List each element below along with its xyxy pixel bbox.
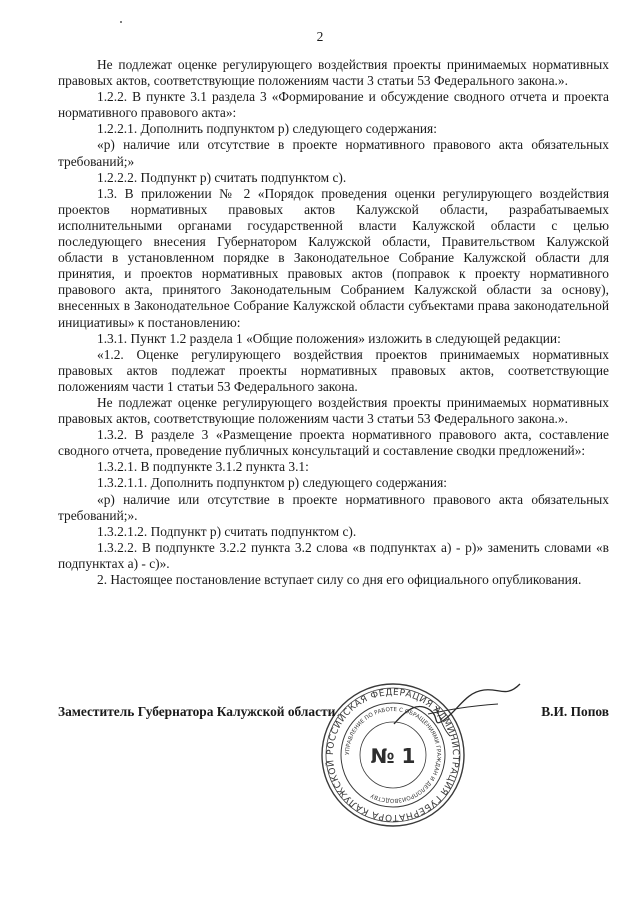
signature-icon [388,680,528,740]
scan-speck [120,21,122,23]
paragraph: 1.3.1. Пункт 1.2 раздела 1 «Общие положения» изложить в следующей редакции: [97,330,561,346]
paragraph: Не подлежат оценке регулирующего воздействия проекты принимаемых нормативных правовых актов, соответствующие положениям части 3 статьи 53 Федерального закона.». [58,394,609,427]
paragraph: 1.3.2.2. В подпункте 3.2.2 пункта 3.2 слова «в подпунктах а) - р)» заменить словами «в подпунктах а) - с)». [58,539,609,571]
page-number: 2 [316,29,324,44]
paragraph: 1.3.2.1.1. Дополнить подпунктом р) следующего содержания: [97,475,447,491]
paragraph: 1.3.2.1. В подпункте 3.1.2 пункта 3.1: [97,459,309,475]
handwritten-signature [388,680,528,745]
document-body [58,57,609,588]
paragraph: 1.2.2.2. Подпункт р) считать подпунктом с). [97,169,347,185]
stamp-outer-text: РОССИЙСКАЯ ФЕДЕРАЦИЯ АДМИНИСТРАЦИЯ ГУБЕРНАТОРА КАЛУЖСКОЙ [325,687,461,823]
paragraph: 1.2.2. В пункте 3.1 раздела 3 «Формирование и обсуждение сводного отчета и проекта нормативного правового акта»: [58,89,609,121]
paragraph: 2. Настоящее постановление вступает силу со дня его официального опубликования. [97,572,582,587]
signatory-name: В.И. Попов [541,704,609,719]
paragraph: «р) наличие или отсутствие в проекте нормативного правового акта обязательных требований;» [58,137,609,169]
paragraph: 1.3.2.1.2. Подпункт р) считать подпунктом с). [97,523,357,539]
stamp-number: № 1 [370,744,416,768]
paragraph: «р) наличие или отсутствие в проекте нормативного правового акта обязательных требований;». [58,491,609,523]
paragraph: 1.3.2. В разделе 3 «Размещение проекта нормативного правового акта, составление сводного отчета, проведение публичных консультаций и составление сводки предложений»: [58,427,609,459]
paragraph: Не подлежат оценке регулирующего воздействия проекты принимаемых нормативных правовых актов, соответствующие положениям части 3 статьи 53 Федерального закона.». [58,57,609,89]
paragraph: 1.3. В приложении № 2 «Порядок проведения оценки регулирующего воздействия проектов нормативных правовых актов Калужской области, разрабатываемых исполнительными органами государственной власти Калужской области с целью последующего внесения Губернатором Калужской области, Правительством Калужской области в установленном порядке в Законодательное Собрание Калужской области для принятия, и проектов нормативных правовых актов (поправок к проекту нормативного правового акта, принятого Законодательным Собранием Калужской области за основу), внесенных в Законодательное Собрание Калужской области субъектами права законодательной инициативы» к постановлению: [58,185,609,330]
paragraph: 1.2.2.1. Дополнить подпунктом р) следующего содержания: [97,121,437,137]
stamp-inner-text: УПРАВЛЕНИЕ ПО РАБОТЕ С ОБРАЩЕНИЯМИ ГРАЖДАН И ДЕЛОПРОИЗВОДСТВУ [344,706,442,804]
signatory-position: Заместитель Губернатора Калужской области [58,704,336,719]
paragraph: «1.2. Оценке регулирующего воздействия проектов принимаемых нормативных правовых актов подлежат проекты нормативных правовых актов, соответствующие положениям части 1 статьи 53 Федерального закона. [58,346,609,394]
